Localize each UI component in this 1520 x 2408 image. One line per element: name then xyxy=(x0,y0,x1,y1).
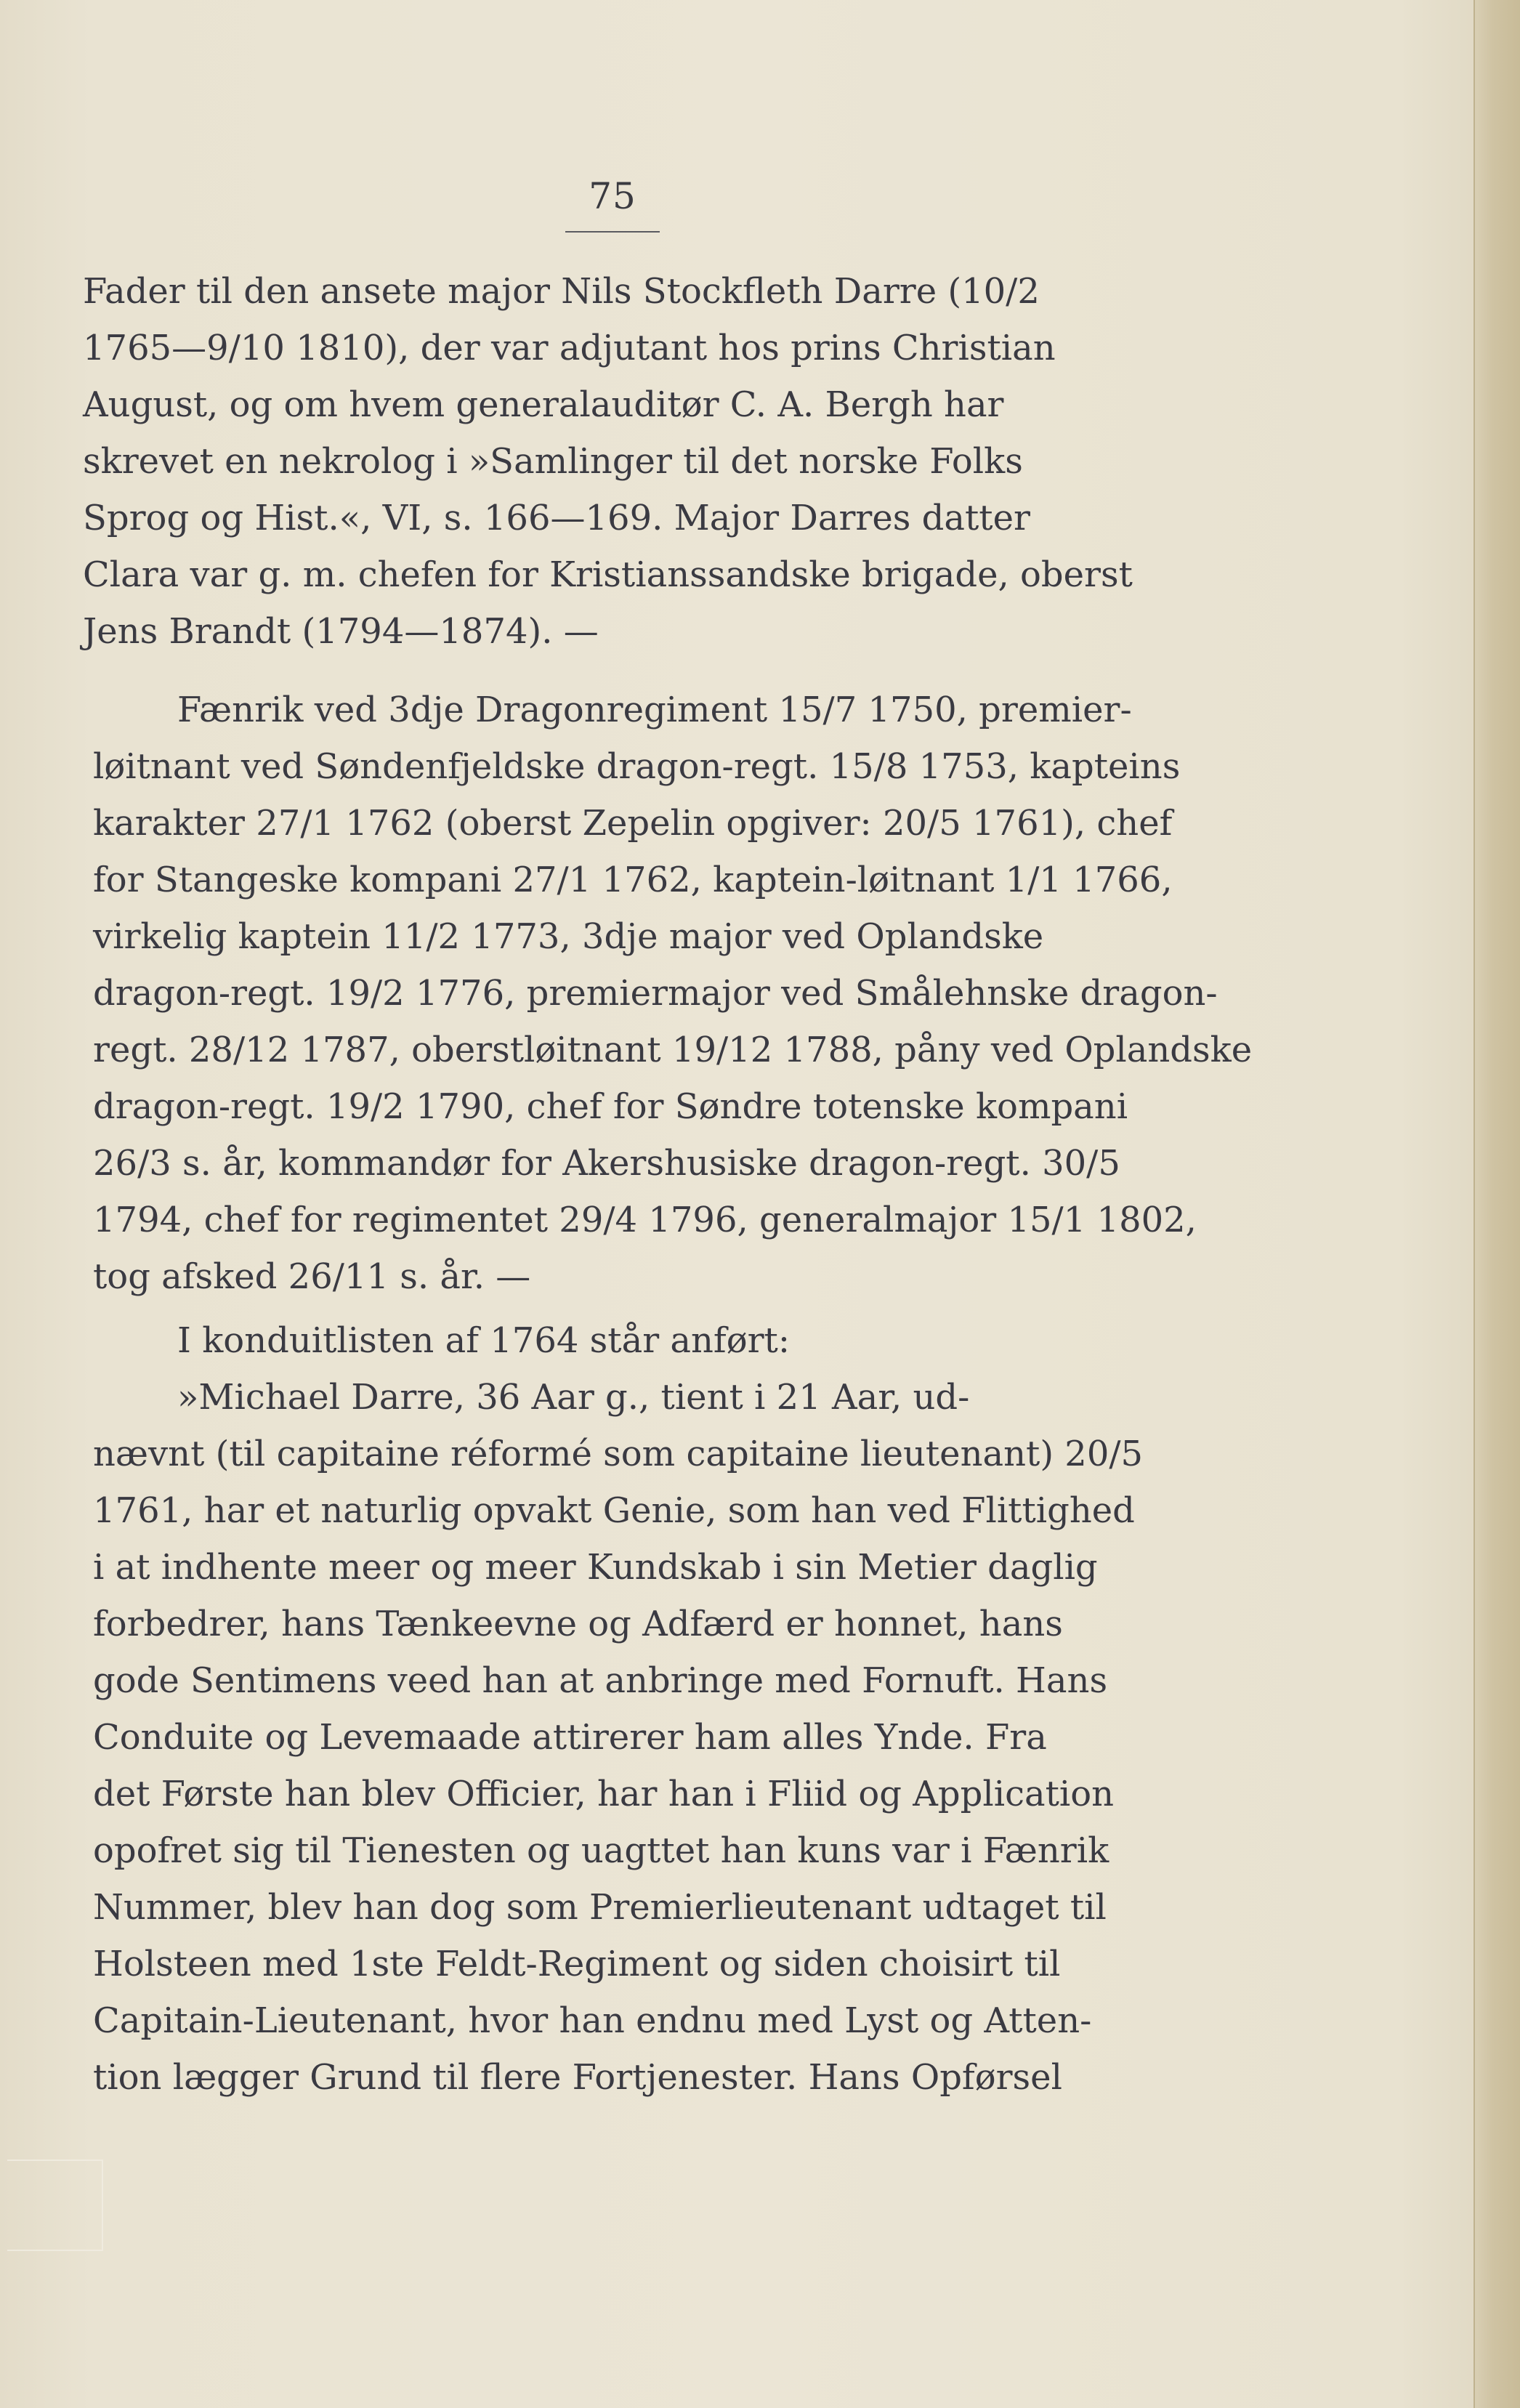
text-line: gode Sentimens veed han at anbringe med Fornuft. Hans xyxy=(93,1660,1108,1701)
text-line: Fænrik ved 3dje Dragonregiment 15/7 1750, premier- xyxy=(177,690,1132,730)
text-line: dragon-regt. 19/2 1776, premiermajor ved Smålehnske dragon- xyxy=(93,973,1218,1014)
text-line: tog afsked 26/11 s. år. — xyxy=(93,1256,531,1297)
text-line: skrevet en nekrolog i »Samlinger til det norske Folks xyxy=(83,441,1023,482)
text-line: 1761, har et naturlig opvakt Genie, som han ved Flittighed xyxy=(93,1490,1135,1531)
text-line: i at indhente meer og meer Kundskab i sin Metier daglig xyxy=(93,1547,1098,1588)
page-number: 75 xyxy=(589,175,636,217)
text-line: for Stangeske kompani 27/1 1762, kaptein-løitnant 1/1 1766, xyxy=(93,860,1173,900)
text-line: 1794, chef for regimentet 29/4 1796, generalmajor 15/1 1802, xyxy=(93,1200,1197,1240)
text-line: forbedrer, hans Tænkeevne og Adfærd er honnet, hans xyxy=(93,1604,1063,1644)
text-line: »Michael Darre, 36 Aar g., tient i 21 Aar, ud- xyxy=(177,1377,970,1418)
text-line: Nummer, blev han dog som Premierlieutenant udtaget til xyxy=(93,1887,1107,1928)
text-line: opofret sig til Tienesten og uagttet han kuns var i Fænrik xyxy=(93,1830,1109,1871)
text-line: 1765—9/10 1810), der var adjutant hos prins Christian xyxy=(83,328,1056,368)
text-line: Jens Brandt (1794—1874). — xyxy=(83,611,599,652)
text-line: karakter 27/1 1762 (oberst Zepelin opgiver: 20/5 1761), chef xyxy=(93,803,1173,844)
margin-mark xyxy=(7,2159,103,2251)
text-line: Sprog og Hist.«, VI, s. 166—169. Major Darres datter xyxy=(83,498,1030,538)
text-line: Holsteen med 1ste Feldt-Regiment og siden choisirt til xyxy=(93,1944,1061,1984)
text-line: løitnant ved Søndenfjeldske dragon-regt. 15/8 1753, kapteins xyxy=(93,746,1181,787)
text-line: Conduite og Levemaade attirerer ham alles Ynde. Fra xyxy=(93,1717,1047,1758)
text-line: 26/3 s. år, kommandør for Akershusiske dragon-regt. 30/5 xyxy=(93,1143,1120,1184)
text-line: I konduitlisten af 1764 står anført: xyxy=(177,1320,790,1361)
page-number-rule xyxy=(565,231,660,233)
text-line: Clara var g. m. chefen for Kristianssandske brigade, oberst xyxy=(83,554,1133,595)
text-line: virkelig kaptein 11/2 1773, 3dje major ved Oplandske xyxy=(93,916,1044,957)
text-line: dragon-regt. 19/2 1790, chef for Søndre totenske kompani xyxy=(93,1086,1128,1127)
text-line: nævnt (til capitaine réformé som capitaine lieutenant) 20/5 xyxy=(93,1434,1144,1474)
text-line: August, og om hvem generalauditør C. A. Bergh har xyxy=(83,384,1004,425)
page-edge xyxy=(1473,0,1520,2408)
text-line: Fader til den ansete major Nils Stockfleth Darre (10/2 xyxy=(83,271,1040,312)
text-line: Capitain-Lieutenant, hvor han endnu med Lyst og Atten- xyxy=(93,2000,1092,2041)
text-line: tion lægger Grund til flere Fortjenester. Hans Opførsel xyxy=(93,2057,1062,2098)
text-line: regt. 28/12 1787, oberstløitnant 19/12 1788, påny ved Oplandske xyxy=(93,1030,1253,1070)
text-line: det Første han blev Officier, har han i Fliid og Application xyxy=(93,1774,1115,1814)
